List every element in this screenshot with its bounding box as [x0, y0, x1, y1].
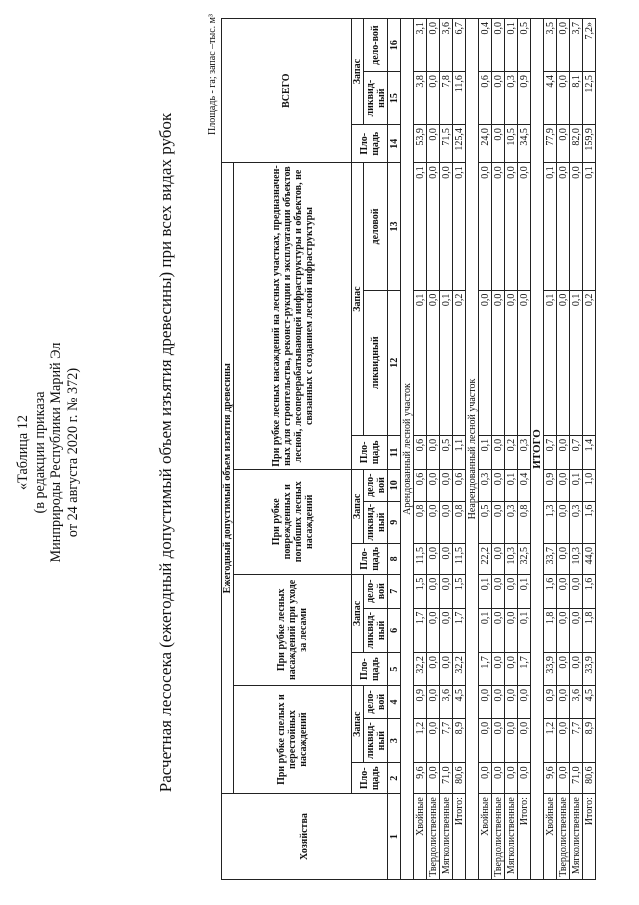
- table-cell: 0,8: [414, 501, 427, 543]
- table-cell: 0,0: [557, 290, 570, 435]
- table-cell: 0,0: [427, 718, 440, 763]
- table-row: [518, 19, 531, 880]
- table-cell: 159,9: [583, 125, 596, 163]
- table-cell: 22,2: [479, 544, 492, 575]
- table-cell: 1,6: [583, 501, 596, 543]
- table-cell: 1,8: [583, 608, 596, 653]
- table-cell: 125,4: [453, 125, 466, 163]
- table-cell: 7,7: [440, 718, 453, 763]
- allowable-cut-table: [221, 18, 596, 880]
- table-cell: 0,3: [505, 501, 518, 543]
- liquid-header: ликвид-ный: [364, 608, 388, 653]
- table-cell: 1,1: [453, 435, 466, 469]
- table-cell: 4,4: [544, 72, 557, 125]
- header-line-2: (в редакции приказа: [31, 391, 48, 514]
- table-cell: 0,9: [544, 686, 557, 719]
- table-cell: 10,3: [570, 544, 583, 575]
- column-number: 14: [388, 125, 401, 163]
- table-cell: 1,7: [453, 608, 466, 653]
- table-cell: 0,0: [440, 501, 453, 543]
- table-row: [544, 19, 557, 880]
- table-cell: 0,9: [414, 686, 427, 719]
- table-cell: 12,5: [583, 72, 596, 125]
- stock-header: Запас: [352, 163, 364, 436]
- table-cell: 0,0: [505, 608, 518, 653]
- table-cell: 3,1: [414, 19, 427, 72]
- table-cell: 0,0: [427, 435, 440, 469]
- table-cell: 32,2: [453, 653, 466, 686]
- column-number: 4: [388, 686, 401, 719]
- group-care-header: При рубке лесных насаждений при уходе за лесами: [234, 574, 352, 685]
- table-cell: 0,5: [479, 501, 492, 543]
- table-cell: 1,3: [544, 501, 557, 543]
- column-number: 7: [388, 574, 401, 608]
- table-cell: 0,0: [492, 544, 505, 575]
- row-label: Мягколиственные: [505, 794, 518, 880]
- stock-header: Запас: [352, 574, 364, 652]
- table-cell: 0,0: [492, 19, 505, 72]
- table-cell: 0,2: [505, 435, 518, 469]
- table-cell: 0,0: [479, 290, 492, 435]
- header-line-3: Минприроды Республики Марий Эл: [48, 342, 64, 563]
- table-cell: 0,0: [557, 19, 570, 72]
- table-cell: 0,0: [440, 608, 453, 653]
- table-caption: Расчетная лесосека (ежегодный допустимый объем изъятия древесины) при всех видах рубок: [156, 112, 175, 793]
- table-cell: 0,0: [427, 763, 440, 794]
- table-cell: 3,8: [414, 72, 427, 125]
- total-header: ВСЕГО: [222, 19, 352, 163]
- row-label: Твердолиственные: [427, 794, 440, 880]
- table-cell: 0,0: [492, 501, 505, 543]
- table-cell: 34,5: [518, 125, 531, 163]
- table-cell: 0,0: [492, 163, 505, 290]
- area-header: Пло-щадь: [352, 435, 388, 469]
- table-cell: 7,7: [570, 718, 583, 763]
- area-header: Пло-щадь: [352, 653, 388, 686]
- table-cell: 0,0: [492, 608, 505, 653]
- row-label: Мягколиственные: [570, 794, 583, 880]
- table-cell: 1,4: [583, 435, 596, 469]
- column-number: 8: [388, 544, 401, 575]
- table-cell: 0,0: [557, 718, 570, 763]
- table-cell: 4,5: [583, 686, 596, 719]
- table-cell: 0,1: [518, 608, 531, 653]
- table-cell: 0,1: [518, 574, 531, 608]
- table-cell: 9,6: [544, 763, 557, 794]
- business-header: дело-вой: [364, 686, 388, 719]
- table-row: [453, 19, 466, 880]
- row-label: Мягколиственные: [440, 794, 453, 880]
- table-cell: 8,9: [583, 718, 596, 763]
- table-cell: 0,0: [557, 763, 570, 794]
- table-cell: 0,3: [505, 72, 518, 125]
- table-cell: 0,0: [518, 763, 531, 794]
- row-label: Хвойные: [479, 794, 492, 880]
- stock-header: Запас: [352, 686, 364, 763]
- table-cell: 0,1: [570, 469, 583, 501]
- section-title: Неарендованный лесной участок: [466, 19, 479, 880]
- group-damaged-header: При рубке поврежденных и погибших лесных насаждений: [234, 469, 352, 574]
- table-cell: 0,0: [427, 19, 440, 72]
- table-cell: 0,9: [544, 469, 557, 501]
- row-label: Итого:: [453, 794, 466, 880]
- table-cell: 33,9: [544, 653, 557, 686]
- table-cell: 1,6: [544, 574, 557, 608]
- column-number: 9: [388, 501, 401, 543]
- total-stock-header: Запас: [352, 19, 364, 125]
- column-number: 5: [388, 653, 401, 686]
- table-cell: 0,1: [570, 290, 583, 435]
- table-cell: 0,9: [518, 72, 531, 125]
- table-cell: 0,0: [557, 544, 570, 575]
- table-cell: 0,0: [557, 653, 570, 686]
- table-cell: 0,0: [427, 125, 440, 163]
- table-cell: 10,3: [505, 544, 518, 575]
- table-cell: 0,0: [518, 718, 531, 763]
- table-cell: 0,1: [544, 163, 557, 290]
- table-cell: 0,1: [479, 435, 492, 469]
- table-cell: 0,5: [518, 19, 531, 72]
- table-cell: 3,6: [440, 19, 453, 72]
- area-header: Пло-щадь: [352, 544, 388, 575]
- table-cell: 0,5: [440, 435, 453, 469]
- column-number: 2: [388, 763, 401, 794]
- row-label: Итого:: [518, 794, 531, 880]
- column-number: 13: [388, 163, 401, 290]
- table-cell: 0,1: [440, 290, 453, 435]
- table-cell: 0,0: [492, 653, 505, 686]
- table-cell: 53,9: [414, 125, 427, 163]
- business-header: дело-вой: [364, 574, 388, 608]
- table-cell: 1,5: [453, 574, 466, 608]
- table-cell: 7,2»: [583, 19, 596, 72]
- table-cell: 0,0: [557, 574, 570, 608]
- table-cell: 0,0: [492, 125, 505, 163]
- table-cell: 0,1: [583, 163, 596, 290]
- business-header: деловой: [364, 163, 388, 290]
- table-cell: 0,0: [440, 544, 453, 575]
- group-mature-header: При рубке спелых и перестойных насаждений: [234, 686, 352, 794]
- table-cell: 71,0: [570, 763, 583, 794]
- table-cell: 0,1: [414, 290, 427, 435]
- table-cell: 3,5: [544, 19, 557, 72]
- table-cell: 0,0: [557, 501, 570, 543]
- table-cell: 80,6: [583, 763, 596, 794]
- table-cell: 0,7: [544, 435, 557, 469]
- table-cell: 0,0: [505, 574, 518, 608]
- table-cell: 0,4: [479, 19, 492, 72]
- table-cell: 0,3: [518, 435, 531, 469]
- row-label: Хвойные: [544, 794, 557, 880]
- section-title: Арендованный лесной участок: [401, 19, 414, 880]
- table-cell: 0,6: [414, 435, 427, 469]
- table-cell: 0,1: [453, 163, 466, 290]
- table-cell: 0,0: [427, 469, 440, 501]
- table-row: [505, 19, 518, 880]
- table-cell: 9,6: [414, 763, 427, 794]
- table-cell: 0,0: [427, 608, 440, 653]
- unit-note: Площадь - га; запас –тыс. м³: [207, 14, 218, 135]
- column-number: 10: [388, 469, 401, 501]
- column-number: 12: [388, 290, 401, 435]
- table-cell: 3,7: [570, 19, 583, 72]
- table-row: [440, 19, 453, 880]
- table-cell: 4,5: [453, 686, 466, 719]
- table-row: [427, 19, 440, 880]
- table-cell: 0,2: [583, 290, 596, 435]
- table-cell: 0,7: [570, 435, 583, 469]
- table-cell: 0,0: [505, 763, 518, 794]
- header-line-4: от 24 августа 2020 г. № 372): [64, 367, 81, 538]
- column-number: 3: [388, 718, 401, 763]
- table-cell: 1,6: [583, 574, 596, 608]
- table-row: [414, 19, 427, 880]
- column-number: 6: [388, 608, 401, 653]
- table-row: [479, 19, 492, 880]
- table-cell: 1,8: [544, 608, 557, 653]
- table-cell: 11,6: [453, 72, 466, 125]
- table-cell: 0,1: [479, 574, 492, 608]
- stock-header: Запас: [352, 469, 364, 543]
- table-cell: 0,0: [518, 163, 531, 290]
- table-cell: 0,8: [518, 501, 531, 543]
- table-cell: 0,0: [479, 163, 492, 290]
- table-cell: 0,0: [479, 718, 492, 763]
- table-cell: 0,6: [479, 72, 492, 125]
- table-cell: 1,2: [414, 718, 427, 763]
- table-cell: 10,5: [505, 125, 518, 163]
- table-cell: 0,0: [505, 718, 518, 763]
- table-cell: 0,0: [427, 653, 440, 686]
- table-cell: 0,0: [505, 653, 518, 686]
- table-cell: 0,0: [492, 435, 505, 469]
- table-cell: 0,1: [414, 163, 427, 290]
- table-cell: 0,0: [427, 574, 440, 608]
- table-cell: 1,5: [414, 574, 427, 608]
- table-row: [570, 19, 583, 880]
- table-cell: 0,0: [492, 574, 505, 608]
- table-cell: 80,6: [453, 763, 466, 794]
- table-cell: 0,8: [453, 501, 466, 543]
- liquid-header: ликвидный: [364, 290, 388, 435]
- table-cell: 0,0: [570, 608, 583, 653]
- table-cell: 0,0: [492, 763, 505, 794]
- table-cell: 0,1: [505, 469, 518, 501]
- table-cell: 1,7: [518, 653, 531, 686]
- table-cell: 11,5: [453, 544, 466, 575]
- table-cell: 0,4: [518, 469, 531, 501]
- table-cell: 6,7: [453, 19, 466, 72]
- table-cell: 0,6: [453, 469, 466, 501]
- table-cell: 0,0: [479, 686, 492, 719]
- table-cell: 0,0: [557, 72, 570, 125]
- table-cell: 0,0: [570, 574, 583, 608]
- total-area-header: Пло-щадь: [352, 125, 388, 163]
- table-cell: 11,5: [414, 544, 427, 575]
- table-cell: 0,0: [570, 163, 583, 290]
- section-title: ИТОГО: [531, 19, 544, 880]
- total-business-header: дело-вой: [364, 19, 388, 72]
- business-header: дело-вой: [364, 469, 388, 501]
- table-cell: 8,1: [570, 72, 583, 125]
- row-label: Хвойные: [414, 794, 427, 880]
- table-cell: 0,1: [505, 19, 518, 72]
- table-cell: 0,0: [427, 686, 440, 719]
- table-cell: 0,0: [518, 686, 531, 719]
- column-number: 11: [388, 435, 401, 469]
- table-cell: 0,0: [492, 469, 505, 501]
- table-cell: 32,2: [414, 653, 427, 686]
- table-row: [557, 19, 570, 880]
- table-cell: 0,0: [557, 608, 570, 653]
- table-cell: 0,3: [570, 501, 583, 543]
- table-cell: 33,9: [583, 653, 596, 686]
- table-cell: 0,0: [505, 163, 518, 290]
- table-cell: 3,6: [440, 686, 453, 719]
- table-cell: 0,0: [440, 163, 453, 290]
- table-cell: 0,3: [479, 469, 492, 501]
- header-line-1: «Таблица 12: [15, 415, 31, 490]
- liquid-header: ликвид-ный: [364, 718, 388, 763]
- annual-volume-header: Ежегодный допустимый объем изъятия древесины: [222, 163, 234, 794]
- column-number: 16: [388, 19, 401, 72]
- table-cell: 3,6: [570, 686, 583, 719]
- table-cell: 0,1: [544, 290, 557, 435]
- table-cell: 0,0: [479, 763, 492, 794]
- table-cell: 0,0: [440, 653, 453, 686]
- group-infrastructure-header: При рубке лесных насаждений на лесных участках, предназначен-ных для строительства, реконст-рукции и эксплуатации объектов лесной, лесоперерабатывающей инфраструктуры и объектов, не связанных с созданием лесной инфраструктуры: [234, 163, 352, 470]
- row-label: Твердолиственные: [557, 794, 570, 880]
- table-cell: 0,0: [505, 686, 518, 719]
- table-cell: 0,0: [492, 686, 505, 719]
- row-label: Твердолиственные: [492, 794, 505, 880]
- table-cell: 0,0: [492, 718, 505, 763]
- table-cell: 0,0: [518, 290, 531, 435]
- table-cell: 24,0: [479, 125, 492, 163]
- document-header: [15, 0, 81, 905]
- table-cell: 71,0: [440, 763, 453, 794]
- area-header: Пло-щадь: [352, 763, 388, 794]
- table-row: [583, 19, 596, 880]
- table-row: [492, 19, 505, 880]
- table-cell: 0,0: [427, 72, 440, 125]
- table-cell: 33,7: [544, 544, 557, 575]
- table-cell: 77,9: [544, 125, 557, 163]
- table-cell: 0,1: [479, 608, 492, 653]
- table-cell: 0,0: [492, 290, 505, 435]
- table-cell: 1,0: [583, 469, 596, 501]
- table-cell: 0,0: [492, 72, 505, 125]
- farms-header: Хозяйства: [222, 794, 388, 880]
- table-cell: 0,0: [427, 501, 440, 543]
- table-cell: 32,5: [518, 544, 531, 575]
- table-cell: 0,0: [557, 686, 570, 719]
- table-cell: 0,0: [505, 290, 518, 435]
- table-cell: 0,6: [414, 469, 427, 501]
- table-cell: 0,0: [427, 544, 440, 575]
- table-cell: 71,5: [440, 125, 453, 163]
- table-cell: 0,0: [557, 435, 570, 469]
- table-cell: 82,0: [570, 125, 583, 163]
- table-cell: 7,8: [440, 72, 453, 125]
- table-cell: 1,7: [414, 608, 427, 653]
- table-cell: 1,7: [479, 653, 492, 686]
- table-cell: 1,2: [544, 718, 557, 763]
- table-cell: 0,0: [557, 163, 570, 290]
- column-number: 1: [388, 794, 401, 880]
- table-cell: 44,0: [583, 544, 596, 575]
- total-liquid-header: ликвид-ный: [364, 72, 388, 125]
- table-cell: 0,2: [453, 290, 466, 435]
- table-cell: 0,0: [557, 469, 570, 501]
- table-cell: 8,9: [453, 718, 466, 763]
- table-cell: 0,0: [427, 163, 440, 290]
- table-cell: 0,0: [570, 653, 583, 686]
- table-cell: 0,0: [427, 290, 440, 435]
- liquid-header: ликвид-ный: [364, 501, 388, 543]
- column-number: 15: [388, 72, 401, 125]
- table-cell: 0,0: [440, 469, 453, 501]
- table-cell: 0,0: [557, 125, 570, 163]
- table-cell: 0,0: [440, 574, 453, 608]
- row-label: Итого:: [583, 794, 596, 880]
